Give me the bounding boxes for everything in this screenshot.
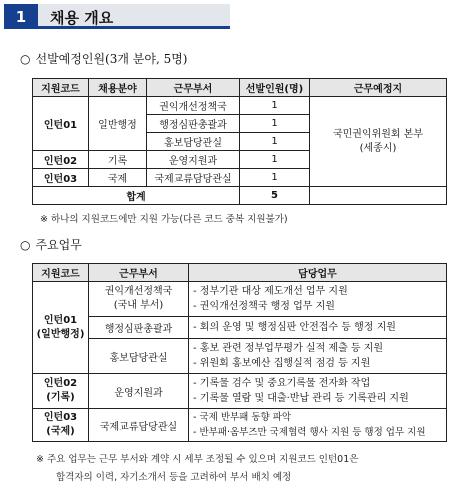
cell-location: 국민권익위원회 본부 (세종시) — [310, 97, 447, 187]
col-header-count: 선발인원(명) — [240, 79, 310, 97]
duty-item: - 기록물 검수 및 중요기록물 전자화 작업 — [193, 378, 371, 389]
duty-item: - 회의 운영 및 행정심판 안전접수 등 행정 지원 — [193, 322, 396, 333]
total-empty-cell — [310, 187, 447, 205]
cell-duties — [189, 317, 447, 339]
section-header — [4, 4, 230, 29]
cell-field: 기록 — [89, 151, 147, 169]
cell-dept: 국제교류담당관실 — [147, 169, 240, 187]
cell-dept: 권익개선정책국 — [147, 97, 240, 115]
cell-code: 인턴03 — [33, 169, 89, 187]
note-duties-line1: ※ 주요 업무는 근무 부서와 계약 시 세부 조정될 수 있으며 지원코드 인턴01은 — [36, 454, 359, 465]
duty-item: - 기록물 열람 및 대출·반납 관리 등 기록관리 지원 — [193, 393, 409, 404]
cell-duties — [189, 409, 447, 442]
duty-item: - 위원회 홍보예산 집행실적 점검 등 지원 — [193, 358, 371, 369]
cell-count: 1 — [240, 169, 310, 187]
cell-code: 인턴01 — [33, 97, 89, 151]
duties-table — [32, 263, 447, 442]
cell-dept: 행정심판총괄과 — [147, 115, 240, 133]
total-label: 합계 — [33, 187, 240, 205]
cell-dept: 홍보담당관실 — [147, 133, 240, 151]
cell-dept: 행정심판총괄과 — [89, 317, 189, 339]
recruitment-table — [32, 78, 447, 205]
cell-count: 1 — [240, 97, 310, 115]
col-header-location: 근무예정지 — [310, 79, 447, 97]
cell-duties — [189, 282, 447, 317]
col-header-dept: 근무부서 — [89, 264, 189, 282]
duty-item: - 정부기관 대상 제도개선 업무 지원 — [193, 286, 348, 297]
subsection-1-title: ○ 선발예정인원(3개 분야, 5명) — [20, 52, 188, 66]
cell-duties — [189, 374, 447, 409]
duty-item: - 반부패·옴부즈만 국제협력 행사 지원 등 행정 업무 지원 — [193, 427, 426, 438]
section-number: 1 — [4, 4, 38, 29]
cell-field: 국제 — [89, 169, 147, 187]
cell-dept: 국제교류담당관실 — [89, 409, 189, 442]
total-value: 5 — [240, 187, 310, 205]
circle-bullet-icon: ○ — [20, 52, 31, 66]
cell-dept: 운영지원과 — [89, 374, 189, 409]
cell-code: 인턴02 (기록) — [33, 374, 89, 409]
note-duties-line2: 합격자의 이력, 자기소개서 등을 고려하여 부서 배치 예정 — [56, 472, 292, 483]
col-header-field: 채용분야 — [89, 79, 147, 97]
cell-code: 인턴02 — [33, 151, 89, 169]
col-header-dept: 근무부서 — [147, 79, 240, 97]
section-header-title: 채용 개요 — [50, 9, 114, 27]
cell-count: 1 — [240, 151, 310, 169]
cell-code: 인턴01 (일반행정) — [33, 282, 89, 374]
duty-item: - 권익개선정책국 행정 업무 지원 — [193, 301, 335, 312]
note-single-code: ※ 하나의 지원코드에만 지원 가능(다른 코드 중복 지원불가) — [40, 214, 288, 225]
cell-code: 인턴03 (국제) — [33, 409, 89, 442]
cell-count: 1 — [240, 115, 310, 133]
col-header-duties: 담당업무 — [189, 264, 447, 282]
cell-count: 1 — [240, 133, 310, 151]
circle-bullet-icon: ○ — [20, 238, 31, 252]
subsection-2-title: ○ 주요업무 — [20, 238, 82, 252]
col-header-code: 지원코드 — [33, 79, 89, 97]
duty-item: - 국제 반부패 동향 파악 — [193, 412, 292, 423]
duty-item: - 홍보 관련 정부업무평가 실적 제출 등 지원 — [193, 343, 384, 354]
cell-dept: 권익개선정책국 (국내 부서) — [89, 282, 189, 317]
cell-duties — [189, 339, 447, 374]
col-header-code: 지원코드 — [33, 264, 89, 282]
cell-field: 일반행정 — [89, 97, 147, 151]
cell-dept: 홍보담당관실 — [89, 339, 189, 374]
cell-dept: 운영지원과 — [147, 151, 240, 169]
